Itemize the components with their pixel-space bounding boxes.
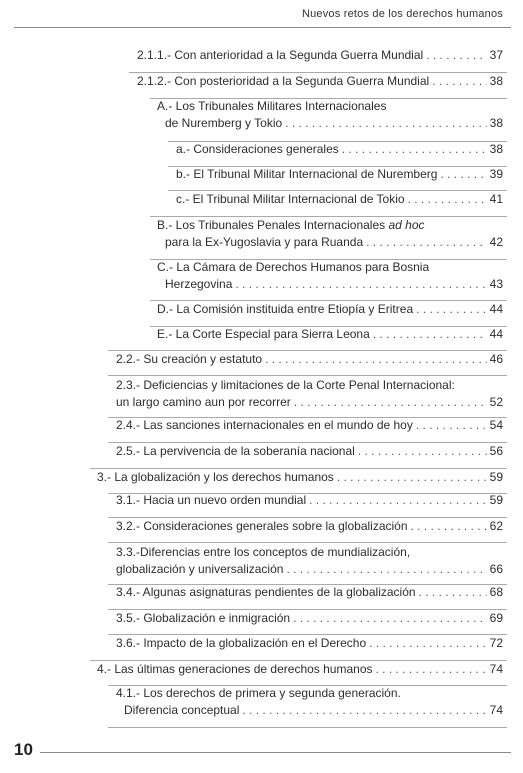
toc-page-number: 62: [489, 519, 503, 533]
toc-entry-text: un largo camino aun por recorrer: [116, 395, 291, 409]
toc-page-number: 56: [489, 444, 503, 458]
toc-entry-first-line: C.- La Cámara de Derechos Humanos para Bosnia: [157, 260, 430, 274]
toc-entry-text: 2.1.1.- Con anterioridad a la Segunda Guerra Mundial: [137, 48, 424, 62]
toc-page-number: 59: [489, 470, 503, 484]
toc-entry: [137, 47, 503, 64]
toc-page-number: 68: [489, 585, 503, 599]
toc-entry-first-line: 3.3.-Diferencias entre los conceptos de mundialización,: [116, 545, 411, 559]
toc-page-number: 54: [489, 418, 503, 432]
toc-page-number: 46: [489, 352, 503, 366]
running-head: Nuevos retos de los derechos humanos: [301, 8, 503, 20]
toc-entry-first-line: 2.3.- Deficiencias y limitaciones de la Corte Penal Internacional:: [116, 378, 455, 392]
toc-entry: [116, 443, 503, 460]
toc-page-number: 74: [489, 662, 503, 676]
toc-entry-text: 2.1.2.- Con posterioridad a la Segunda Guerra Mundial: [137, 74, 430, 88]
toc-entry: [157, 217, 503, 251]
toc-entry: [157, 98, 503, 132]
toc-entry-text: b.- El Tribunal Militar Internacional de Nuremberg: [176, 167, 438, 181]
footer-rule: [40, 752, 511, 753]
toc-entry-text: 4.- Las últimas generaciones de derechos humanos: [97, 662, 373, 676]
toc-page-number: 38: [489, 142, 503, 156]
toc-page-number: 59: [489, 493, 503, 507]
toc-entry-text: Diferencia conceptual: [124, 703, 240, 717]
toc-entry-text: a.- Consideraciones generales: [176, 142, 339, 156]
toc-page-number: 44: [489, 302, 503, 316]
toc-entry-text: 3.4.- Algunas asignaturas pendientes de la globalización: [116, 585, 416, 599]
toc-entry: [157, 301, 503, 318]
toc-entry-text: 3.- La globalización y los derechos humanos: [97, 470, 334, 484]
toc-entry-text: 2.2.- Su creación y estatuto: [116, 352, 263, 366]
toc-entry-text: de Nuremberg y Tokio: [165, 116, 283, 130]
toc-entry-text: E.- La Corte Especial para Sierra Leona: [157, 327, 370, 341]
toc-entry-text: para la Ex-Yugoslavia y para Ruanda: [165, 235, 364, 249]
toc-page-number: 69: [489, 611, 503, 625]
toc-entry-text: 2.5.- La pervivencia de la soberanía nacional: [116, 444, 355, 458]
toc-entry: [116, 518, 503, 535]
toc-entry-text: globalización y universalización: [116, 562, 284, 576]
toc-page-number: 39: [489, 167, 503, 181]
toc-entry-first-line: A.- Los Tribunales Militares Internacionales: [157, 99, 387, 113]
toc-entry-text: c.- El Tribunal Militar Internacional de Tokio: [176, 192, 405, 206]
toc-entry-text: 2.4.- Las sanciones internacionales en el mundo de hoy: [116, 418, 413, 432]
toc-page-number: 41: [489, 192, 503, 206]
toc-page-number: 38: [489, 74, 503, 88]
toc-page-number: 72: [489, 636, 503, 650]
toc-page-number: 38: [489, 116, 503, 130]
toc-entry: [176, 191, 503, 208]
header-rule: [14, 27, 511, 28]
toc-entry-text: 3.6.- Impacto de la globalización en el Derecho: [116, 636, 367, 650]
toc-page-number: 66: [489, 562, 503, 576]
toc-entry-text: D.- La Comisión instituida entre Etiopía y Eritrea: [157, 302, 414, 316]
toc-entry: [176, 141, 503, 158]
toc-page-number: 43: [489, 277, 503, 291]
toc-entry-first-line: 4.1.- Los derechos de primera y segunda generación.: [116, 686, 401, 700]
page-number: 10: [14, 740, 33, 759]
toc-entry: [116, 584, 503, 601]
toc-entry: [116, 377, 503, 411]
toc-page-number: 52: [489, 395, 503, 409]
toc-entry-text: 3.2.- Consideraciones generales sobre la globalización: [116, 519, 408, 533]
toc-entry-text: 3.5.- Globalización e inmigración: [116, 611, 291, 625]
toc-page-number: 74: [489, 703, 503, 717]
toc-page-number: 42: [489, 235, 503, 249]
toc-entry: [137, 73, 503, 90]
toc-entry-text: Herzegovina: [165, 277, 233, 291]
toc-entry: [116, 544, 503, 578]
toc-entry: [116, 492, 503, 509]
toc-entry: [116, 351, 503, 368]
toc-entry: [176, 166, 503, 183]
toc-entry: [116, 685, 503, 719]
toc-entry: [116, 635, 503, 652]
toc-page-number: 37: [489, 48, 503, 62]
toc-entry: [157, 259, 503, 293]
toc-page-number: 44: [489, 327, 503, 341]
toc-entry-text: 3.1.- Hacia un nuevo orden mundial: [116, 493, 307, 507]
toc-entry-first-line: B.- Los Tribunales Penales Internacionales ad hoc: [157, 218, 425, 232]
toc-entry: [157, 326, 503, 343]
toc-entry: [97, 469, 503, 486]
toc-entry: [97, 661, 503, 678]
toc-entry: [116, 610, 503, 627]
toc-entry: [116, 417, 503, 434]
